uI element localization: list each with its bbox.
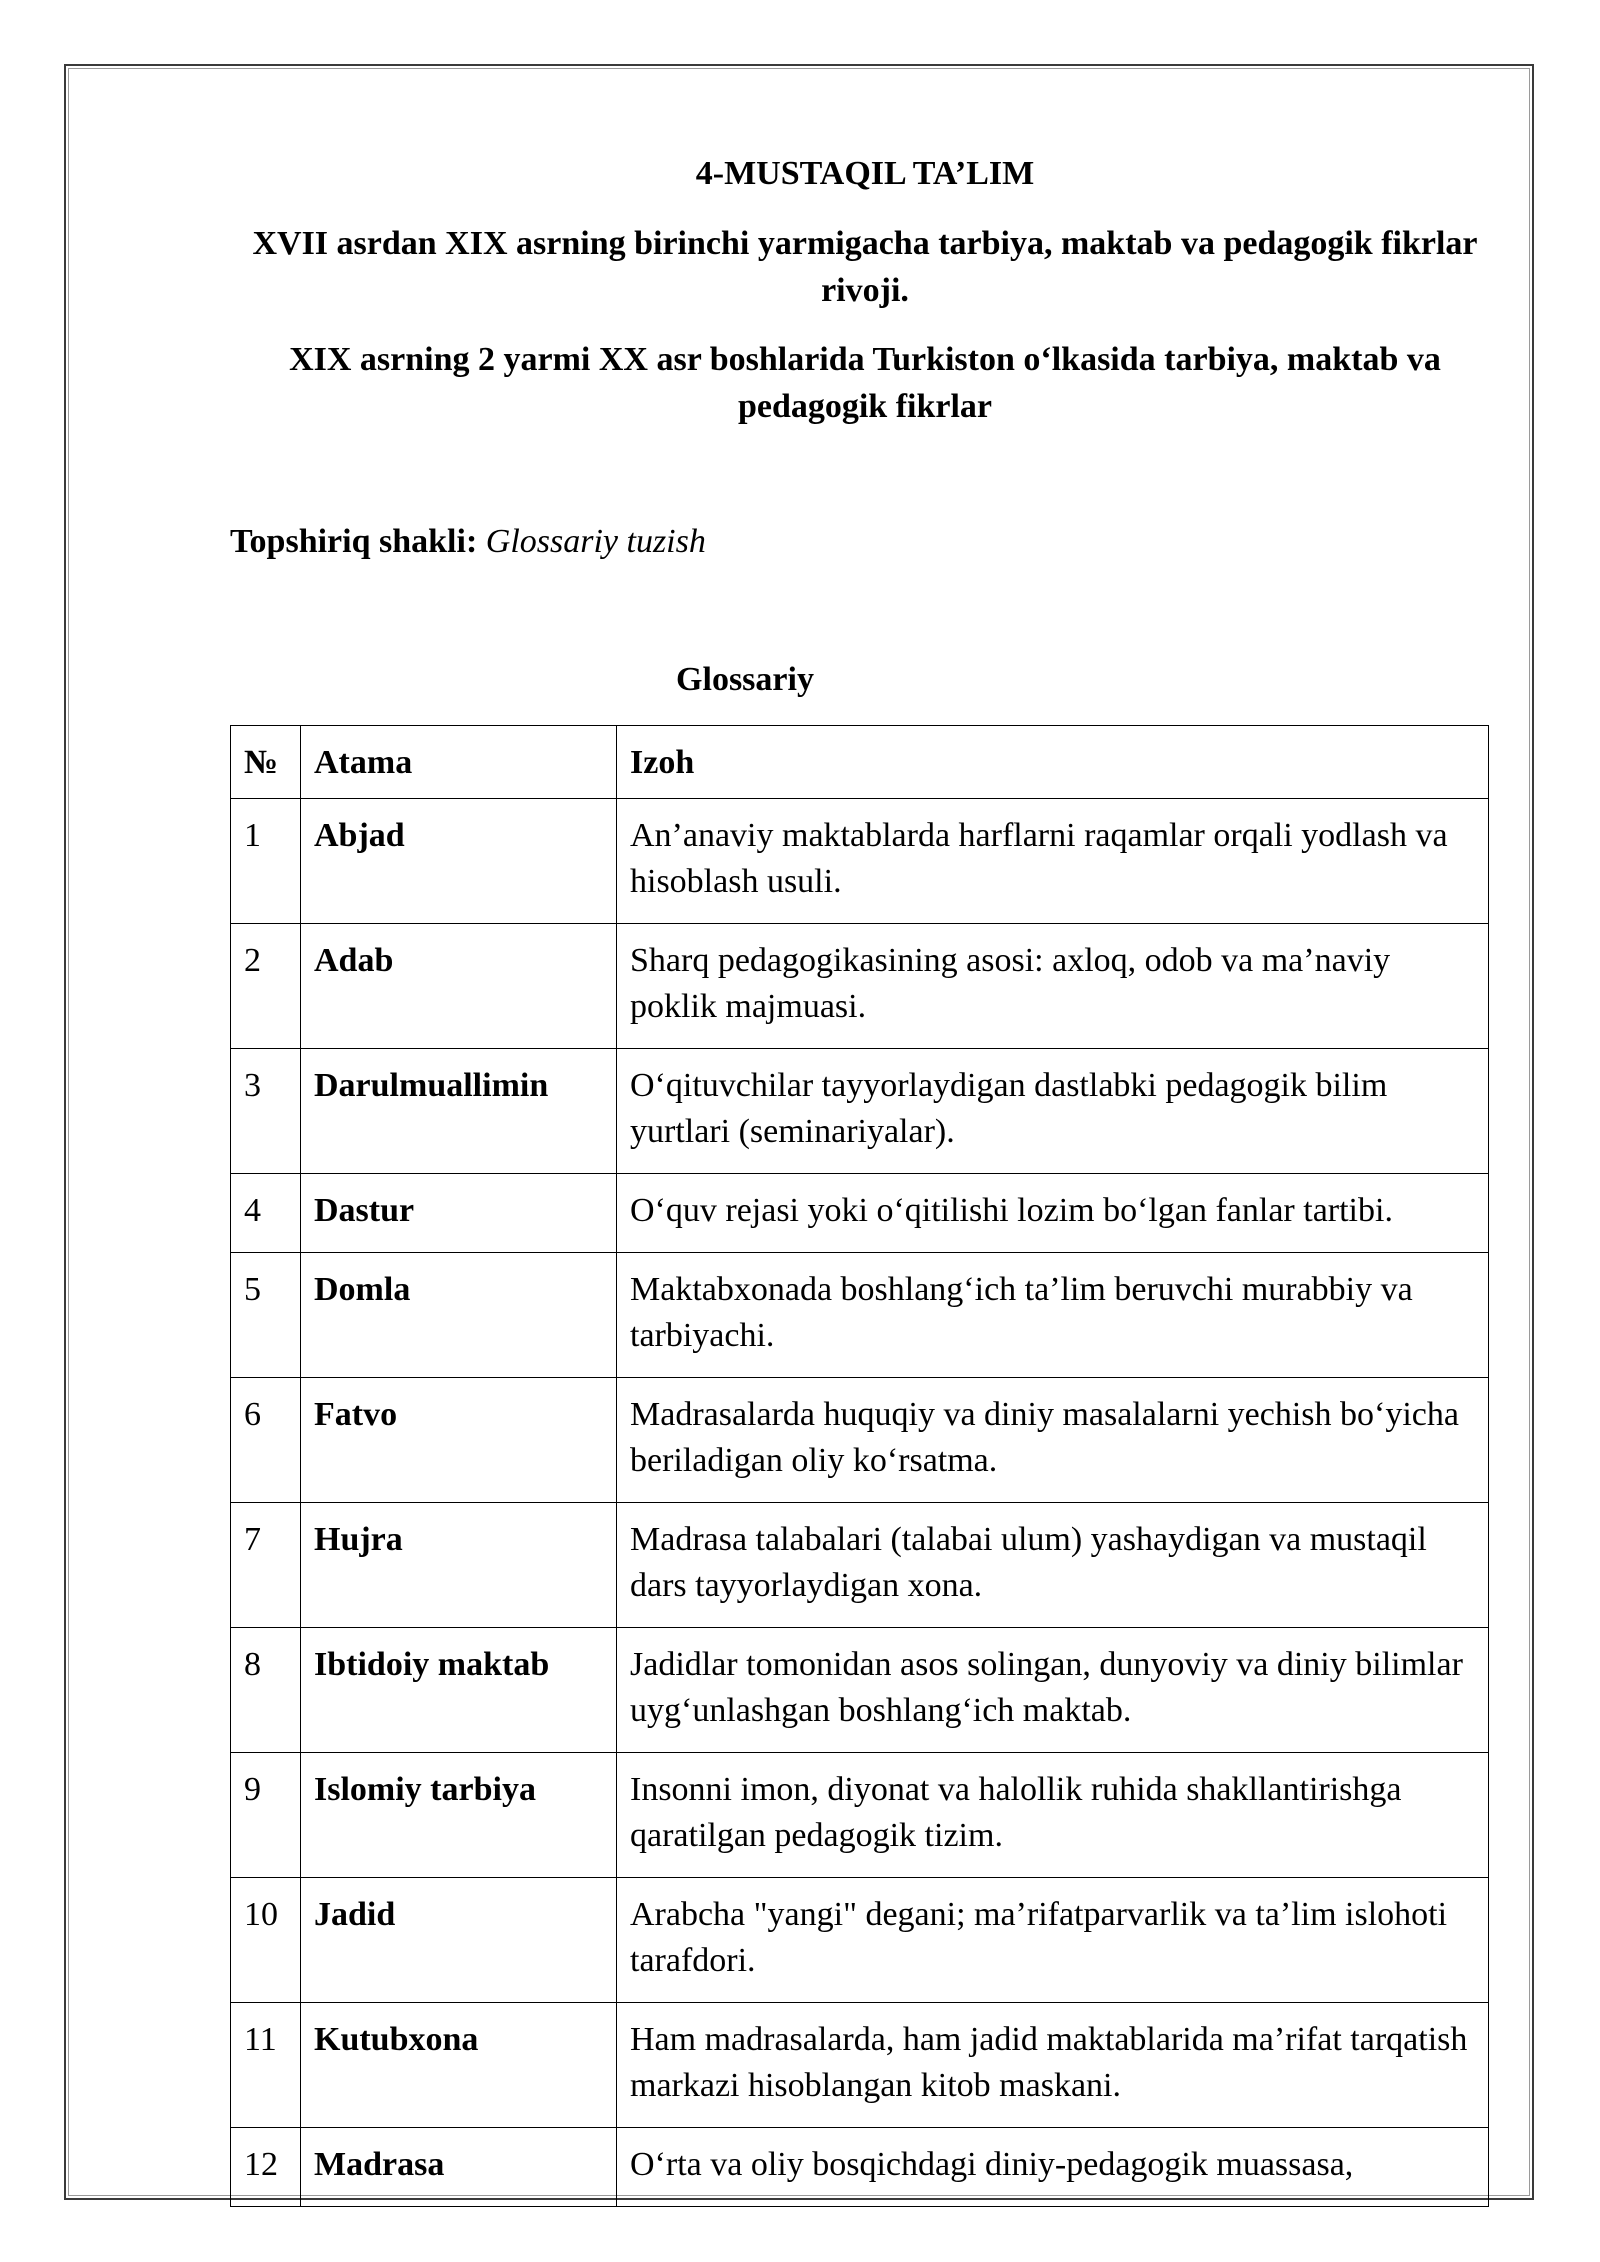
column-header-term: Atama: [301, 726, 617, 799]
row-term: Hujra: [301, 1503, 617, 1628]
row-description: Arabcha "yangi" degani; ma’rifatparvarlik va ta’lim islohoti tarafdori.: [617, 1878, 1489, 2003]
row-number: 8: [231, 1628, 301, 1753]
table-row: [231, 1628, 1489, 1753]
table-row: [231, 1174, 1489, 1253]
table-row: [231, 1378, 1489, 1503]
row-number: 1: [231, 799, 301, 924]
row-term: Jadid: [301, 1878, 617, 2003]
row-number: 12: [231, 2128, 301, 2207]
task-label: Topshiriq shakli:: [230, 523, 478, 560]
table-row: [231, 1878, 1489, 2003]
table-row: [231, 1503, 1489, 1628]
row-number: 2: [231, 924, 301, 1049]
row-number: 7: [231, 1503, 301, 1628]
row-term: Abjad: [301, 799, 617, 924]
row-description: Madrasalarda huquqiy va diniy masalalarni yechish bo‘yicha beriladigan oliy ko‘rsatma.: [617, 1378, 1489, 1503]
row-description: O‘rta va oliy bosqichdagi diniy-pedagogik muassasa,: [617, 2128, 1489, 2207]
row-term: Adab: [301, 924, 617, 1049]
row-description: Insonni imon, diyonat va halollik ruhida shakllantirishga qaratilgan pedagogik tizim.: [617, 1753, 1489, 1878]
document-number-heading: 4-MUSTAQIL TA’LIM: [695, 155, 1035, 192]
row-description: O‘quv rejasi yoki o‘qitilishi lozim bo‘lgan fanlar tartibi.: [617, 1174, 1489, 1253]
row-term: Fatvo: [301, 1378, 617, 1503]
row-term: Ibtidoiy maktab: [301, 1628, 617, 1753]
row-term: Madrasa: [301, 2128, 617, 2207]
row-number: 9: [231, 1753, 301, 1878]
table-row: [231, 1753, 1489, 1878]
task-line: [230, 518, 706, 565]
table-row: [231, 799, 1489, 924]
row-description: Ham madrasalarda, ham jadid maktablarida ma’rifat tarqatish markazi hisoblangan kitob maskani.: [617, 2003, 1489, 2128]
row-number: 10: [231, 1878, 301, 2003]
table-row: [231, 1253, 1489, 1378]
row-number: 4: [231, 1174, 301, 1253]
table-header-row: [231, 726, 1489, 799]
row-description: O‘qituvchilar tayyorlaydigan dastlabki pedagogik bilim yurtlari (seminariyalar).: [617, 1049, 1489, 1174]
row-number: 3: [231, 1049, 301, 1174]
table-row: [231, 1049, 1489, 1174]
row-description: Sharq pedagogikasining asosi: axloq, odob va ma’naviy poklik majmuasi.: [617, 924, 1489, 1049]
row-term: Darulmuallimin: [301, 1049, 617, 1174]
table-row: [231, 2003, 1489, 2128]
row-number: 6: [231, 1378, 301, 1503]
column-header-number: №: [231, 726, 301, 799]
document-subtitle-2: XIX asrning 2 yarmi XX asr boshlarida Turkiston o‘lkasida tarbiya, maktab va pedagogik fikrlar: [289, 341, 1441, 425]
row-number: 5: [231, 1253, 301, 1378]
row-description: Madrasa talabalari (talabai ulum) yashaydigan va mustaqil dars tayyorlaydigan xona.: [617, 1503, 1489, 1628]
row-term: Islomiy tarbiya: [301, 1753, 617, 1878]
row-term: Domla: [301, 1253, 617, 1378]
table-row: [231, 924, 1489, 1049]
row-description: Jadidlar tomonidan asos solingan, dunyoviy va diniy bilimlar uyg‘unlashgan boshlang‘ich maktab.: [617, 1628, 1489, 1753]
row-description: An’anaviy maktablarda harflarni raqamlar orqali yodlash va hisoblash usuli.: [617, 799, 1489, 924]
row-number: 11: [231, 2003, 301, 2128]
row-term: Kutubxona: [301, 2003, 617, 2128]
column-header-description: Izoh: [617, 726, 1489, 799]
table-row: [231, 2128, 1489, 2207]
document-subtitle-1: XVII asrdan XIX asrning birinchi yarmigacha tarbiya, maktab va pedagogik fikrlar rivoji.: [252, 225, 1478, 309]
glossary-table: [230, 725, 1489, 2207]
glossary-title: Glossariy: [676, 661, 814, 698]
row-description: Maktabxonada boshlang‘ich ta’lim beruvchi murabbiy va tarbiyachi.: [617, 1253, 1489, 1378]
row-term: Dastur: [301, 1174, 617, 1253]
task-value: Glossariy tuzish: [485, 523, 706, 560]
